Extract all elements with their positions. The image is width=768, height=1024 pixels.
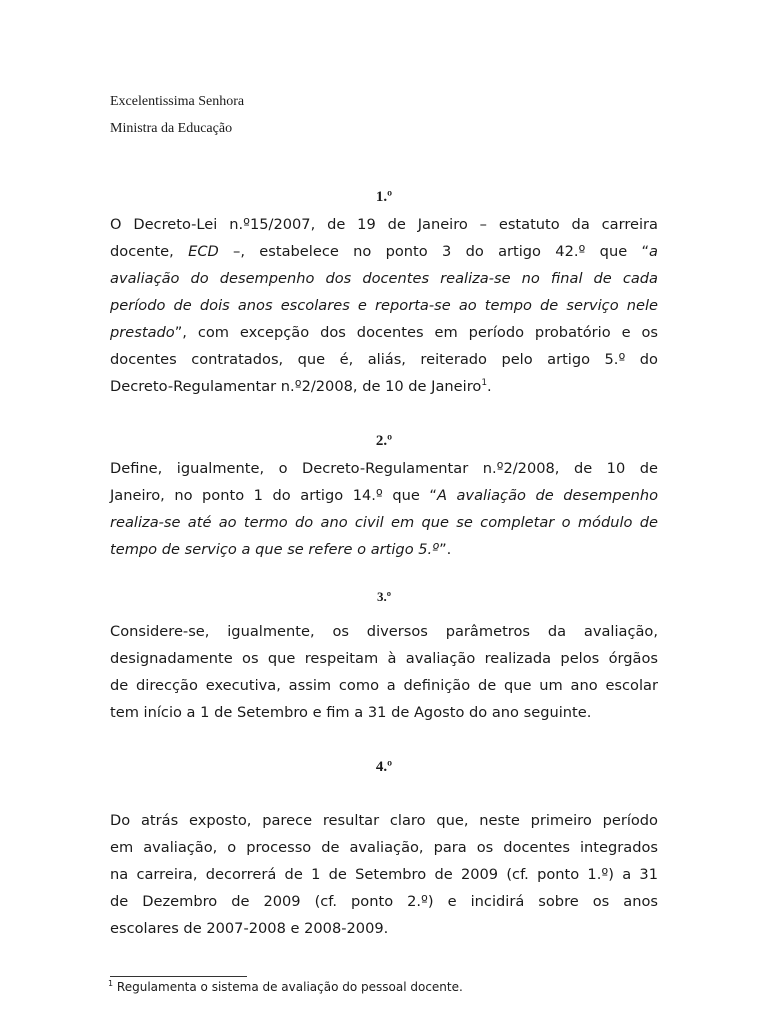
paragraph-text: docentes contratados, que é, aliás, reiterado pelo artigo 5.º do <box>110 351 658 368</box>
section-heading-1: 1.º <box>375 189 393 205</box>
footnote-separator <box>110 976 247 977</box>
paragraph-line <box>110 455 658 482</box>
paragraph-text: docente, <box>110 243 189 260</box>
section-paragraph-3 <box>110 618 658 726</box>
paragraph-line <box>110 319 658 346</box>
footnote-text: Regulamenta o sistema de avaliação do pessoal docente. <box>113 980 463 994</box>
italic-quote-text: ECD <box>188 243 219 260</box>
paragraph-line <box>110 536 658 563</box>
paragraph-line <box>110 509 658 536</box>
section-paragraph-1 <box>110 211 658 400</box>
paragraph-text: tem início a 1 de Setembro e fim a 31 de Agosto do ano seguinte. <box>110 704 592 721</box>
paragraph-text: Janeiro, no ponto 1 do artigo 14.º que “ <box>110 487 437 504</box>
paragraph-line <box>110 888 658 915</box>
paragraph-line <box>110 807 658 834</box>
paragraph-line <box>110 238 658 265</box>
salutation-line-1: Excelentissima Senhora <box>110 94 245 109</box>
paragraph-text: em avaliação, o processo de avaliação, para os docentes integrados <box>110 839 658 856</box>
paragraph-text: O Decreto-Lei n.º15/2007, de 19 de Janeiro – estatuto da carreira <box>110 216 658 233</box>
footnote <box>108 979 463 995</box>
paragraph-line <box>110 618 658 645</box>
paragraph-text: designadamente os que respeitam à avaliação realizada pelos órgãos <box>110 650 658 667</box>
italic-quote-text: A avaliação de desempenho <box>436 487 658 504</box>
paragraph-line <box>110 645 658 672</box>
paragraph-text: –, estabelece no ponto 3 do artigo 42.º que “ <box>218 243 650 260</box>
italic-quote-text: avaliação do desempenho dos docentes realiza-se no final de cada <box>110 270 658 287</box>
section-paragraph-4 <box>110 807 658 942</box>
salutation-line-2: Ministra da Educação <box>110 121 233 136</box>
paragraph-text: ”, com excepção dos docentes em período probatório e os <box>174 324 658 341</box>
italic-quote-text: tempo de serviço a que se refere o artigo 5.º <box>110 541 440 558</box>
section-heading-2: 2.º <box>375 433 393 449</box>
paragraph-line <box>110 211 658 238</box>
paragraph-line <box>110 672 658 699</box>
paragraph-text: ”. <box>439 541 452 558</box>
italic-quote-text: prestado <box>110 324 175 341</box>
paragraph-text: Considere-se, igualmente, os diversos parâmetros da avaliação, <box>110 623 658 640</box>
paragraph-line <box>110 346 658 373</box>
italic-quote-text: período de dois anos escolares e reporta-se ao tempo de serviço nele <box>110 297 658 314</box>
paragraph-line <box>110 482 658 509</box>
paragraph-text: de direcção executiva, assim como a definição de que um ano escolar <box>110 677 658 694</box>
paragraph-line <box>110 834 658 861</box>
section-heading-3: 3.º <box>376 589 392 604</box>
italic-quote-text: a <box>649 243 658 260</box>
footnote-reference: 1 <box>481 378 488 388</box>
paragraph-line <box>110 915 658 942</box>
paragraph-line <box>110 861 658 888</box>
paragraph-text: Decreto-Regulamentar n.º2/2008, de 10 de Janeiro <box>110 378 482 395</box>
paragraph-text: de Dezembro de 2009 (cf. ponto 2.º) e incidirá sobre os anos <box>110 893 658 910</box>
section-paragraph-2 <box>110 455 658 563</box>
section-heading-4: 4.º <box>375 759 393 775</box>
paragraph-line <box>110 292 658 319</box>
footnote-marker: 1 <box>108 979 114 988</box>
paragraph-text: Define, igualmente, o Decreto-Regulamentar n.º2/2008, de 10 de <box>110 460 658 477</box>
paragraph-line <box>110 373 658 400</box>
paragraph-text: . <box>487 378 492 395</box>
paragraph-line <box>110 265 658 292</box>
paragraph-text: escolares de 2007-2008 e 2008-2009. <box>110 920 389 937</box>
italic-quote-text: realiza-se até ao termo do ano civil em que se completar o módulo de <box>110 514 658 531</box>
paragraph-line <box>110 699 658 726</box>
paragraph-text: na carreira, decorrerá de 1 de Setembro de 2009 (cf. ponto 1.º) a 31 <box>110 866 658 883</box>
paragraph-text: Do atrás exposto, parece resultar claro que, neste primeiro período <box>110 812 658 829</box>
